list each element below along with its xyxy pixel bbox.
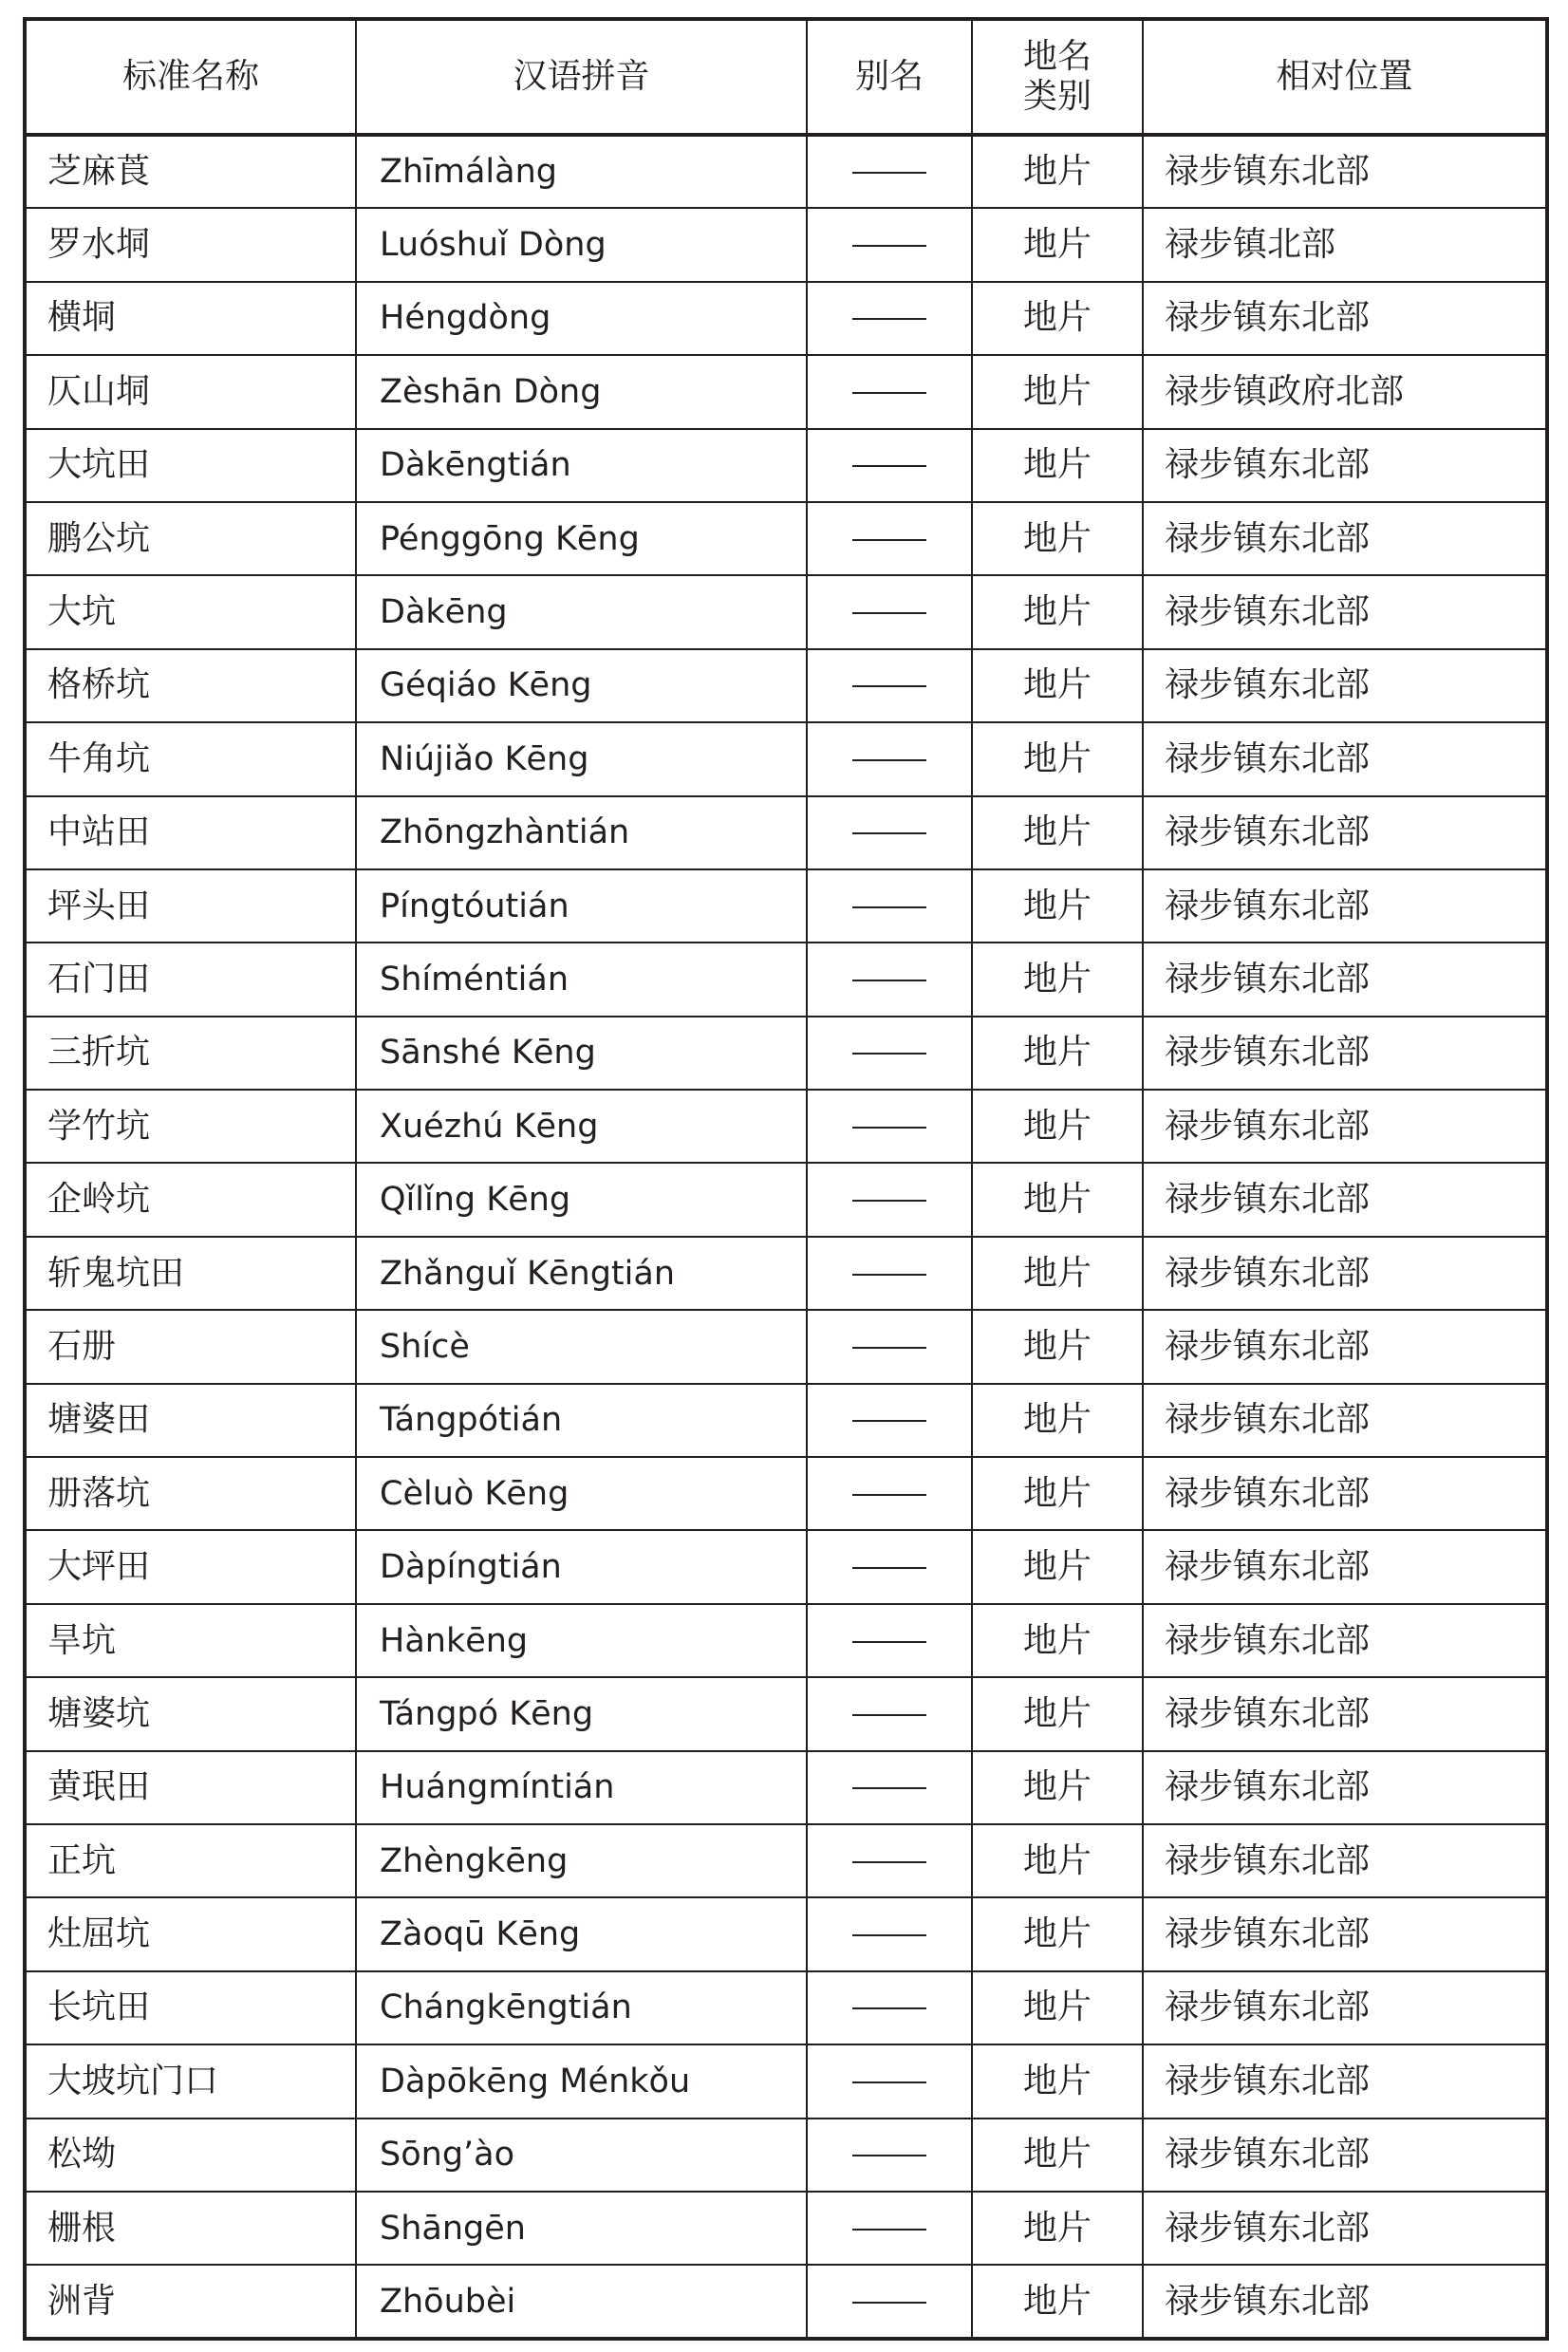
alias-cell (807, 1604, 972, 1677)
location-cell: 禄步镇东北部 (1143, 1384, 1547, 1457)
alias-dash (852, 1200, 926, 1202)
pinyin-cell: Huángmíntián (356, 1751, 807, 1824)
standard-name-cell: 格桥坑 (25, 649, 356, 722)
alias-cell (807, 1163, 972, 1236)
category-cell: 地片 (972, 2044, 1143, 2118)
category-cell: 地片 (972, 2192, 1143, 2265)
alias-dash (852, 612, 926, 614)
table-row (25, 429, 1547, 502)
table-row (25, 2119, 1547, 2192)
alias-cell (807, 355, 972, 428)
table-header (25, 19, 1547, 135)
standard-name-cell: 坪头田 (25, 869, 356, 943)
alias-cell (807, 1530, 972, 1603)
standard-name-cell: 大坪田 (25, 1530, 356, 1603)
alias-cell (807, 1457, 972, 1530)
table-row (25, 1163, 1547, 1236)
pinyin-cell: Shāngēn (356, 2192, 807, 2265)
table-row (25, 2044, 1547, 2118)
table-row (25, 1237, 1547, 1310)
table-row (25, 943, 1547, 1016)
alias-dash (852, 1714, 926, 1716)
standard-name-cell: 三折坑 (25, 1017, 356, 1090)
table-row (25, 1090, 1547, 1163)
category-cell: 地片 (972, 943, 1143, 1016)
alias-cell (807, 575, 972, 648)
pinyin-cell: Shícè (356, 1310, 807, 1383)
category-cell: 地片 (972, 1604, 1143, 1677)
pinyin-cell: Qǐlǐng Kēng (356, 1163, 807, 1236)
location-cell: 禄步镇东北部 (1143, 1824, 1547, 1897)
category-cell: 地片 (972, 1017, 1143, 1090)
standard-name-cell: 石门田 (25, 943, 356, 1016)
category-cell: 地片 (972, 1897, 1143, 1970)
category-cell: 地片 (972, 1530, 1143, 1603)
location-cell: 禄步镇东北部 (1143, 1310, 1547, 1383)
pinyin-cell: Zhèngkēng (356, 1824, 807, 1897)
category-cell: 地片 (972, 1163, 1143, 1236)
pinyin-cell: Zhīmálàng (356, 135, 807, 208)
standard-name-cell: 塘婆田 (25, 1384, 356, 1457)
alias-cell (807, 2044, 972, 2118)
category-cell: 地片 (972, 1971, 1143, 2044)
table-row (25, 1677, 1547, 1750)
category-cell: 地片 (972, 575, 1143, 648)
alias-cell (807, 429, 972, 502)
alias-cell (807, 796, 972, 869)
standard-name-cell: 长坑田 (25, 1971, 356, 2044)
category-cell: 地片 (972, 1457, 1143, 1530)
header-pinyin: 汉语拼音 (356, 19, 807, 135)
pinyin-cell: Sōng’ào (356, 2119, 807, 2192)
pinyin-cell: Dàpōkēng Ménkǒu (356, 2044, 807, 2118)
table-row (25, 355, 1547, 428)
alias-dash (852, 1347, 926, 1349)
alias-dash (852, 172, 926, 174)
location-cell: 禄步镇东北部 (1143, 1530, 1547, 1603)
standard-name-cell: 松坳 (25, 2119, 356, 2192)
alias-cell (807, 1677, 972, 1750)
standard-name-cell: 芝麻莨 (25, 135, 356, 208)
alias-cell (807, 2119, 972, 2192)
category-cell: 地片 (972, 1090, 1143, 1163)
location-cell: 禄步镇东北部 (1143, 722, 1547, 795)
alias-dash (852, 2302, 926, 2304)
alias-dash (852, 539, 926, 541)
category-cell: 地片 (972, 282, 1143, 355)
table-row (25, 208, 1547, 281)
standard-name-cell: 灶屈坑 (25, 1897, 356, 1970)
alias-dash (852, 2155, 926, 2156)
category-cell: 地片 (972, 1751, 1143, 1824)
table-row (25, 282, 1547, 355)
standard-name-cell: 大坑田 (25, 429, 356, 502)
table-row (25, 1530, 1547, 1603)
table-row (25, 1017, 1547, 1090)
location-cell: 禄步镇北部 (1143, 208, 1547, 281)
alias-cell (807, 502, 972, 575)
category-cell: 地片 (972, 1384, 1143, 1457)
pinyin-cell: Chángkēngtián (356, 1971, 807, 2044)
location-cell: 禄步镇东北部 (1143, 135, 1547, 208)
alias-dash (852, 759, 926, 761)
pinyin-cell: Tángpó Kēng (356, 1677, 807, 1750)
standard-name-cell: 仄山垌 (25, 355, 356, 428)
alias-dash (852, 245, 926, 247)
alias-dash (852, 2081, 926, 2083)
category-cell: 地片 (972, 355, 1143, 428)
alias-dash (852, 1127, 926, 1129)
standard-name-cell: 大坑 (25, 575, 356, 648)
table-row (25, 1897, 1547, 1970)
table-row (25, 1457, 1547, 1530)
location-cell: 禄步镇东北部 (1143, 1237, 1547, 1310)
location-cell: 禄步镇东北部 (1143, 1017, 1547, 1090)
alias-cell (807, 722, 972, 795)
alias-cell (807, 649, 972, 722)
alias-dash (852, 1494, 926, 1496)
header-category-line2: 类别 (1022, 77, 1092, 116)
table-row (25, 502, 1547, 575)
table-row (25, 796, 1547, 869)
standard-name-cell: 横垌 (25, 282, 356, 355)
standard-name-cell: 大坡坑门口 (25, 2044, 356, 2118)
table-row (25, 1751, 1547, 1824)
header-category (972, 19, 1143, 135)
standard-name-cell: 册落坑 (25, 1457, 356, 1530)
alias-dash (852, 906, 926, 908)
category-cell: 地片 (972, 2119, 1143, 2192)
alias-dash (852, 980, 926, 981)
alias-cell (807, 1751, 972, 1824)
pinyin-cell: Dàkēngtián (356, 429, 807, 502)
location-cell: 禄步镇东北部 (1143, 1163, 1547, 1236)
alias-dash (852, 1053, 926, 1055)
place-name-table (23, 17, 1549, 2341)
category-cell: 地片 (972, 649, 1143, 722)
standard-name-cell: 罗水垌 (25, 208, 356, 281)
category-cell: 地片 (972, 1237, 1143, 1310)
category-cell: 地片 (972, 429, 1143, 502)
pinyin-cell: Pénggōng Kēng (356, 502, 807, 575)
table-row (25, 1604, 1547, 1677)
location-cell: 禄步镇东北部 (1143, 1971, 1547, 2044)
alias-cell (807, 869, 972, 943)
table-row (25, 649, 1547, 722)
location-cell: 禄步镇东北部 (1143, 1897, 1547, 1970)
alias-dash (852, 1787, 926, 1789)
pinyin-cell: Dàpíngtián (356, 1530, 807, 1603)
alias-cell (807, 1897, 972, 1970)
location-cell: 禄步镇东北部 (1143, 429, 1547, 502)
alias-dash (852, 392, 926, 394)
header-standard-name: 标准名称 (25, 19, 356, 135)
standard-name-cell: 栅根 (25, 2192, 356, 2265)
location-cell: 禄步镇政府北部 (1143, 355, 1547, 428)
standard-name-cell: 黄珉田 (25, 1751, 356, 1824)
alias-cell (807, 1971, 972, 2044)
alias-dash (852, 685, 926, 687)
alias-cell (807, 943, 972, 1016)
table-row (25, 2192, 1547, 2265)
pinyin-cell: Zèshān Dòng (356, 355, 807, 428)
pinyin-cell: Niújiǎo Kēng (356, 722, 807, 795)
pinyin-cell: Zàoqū Kēng (356, 1897, 807, 1970)
alias-cell (807, 1824, 972, 1897)
standard-name-cell: 中站田 (25, 796, 356, 869)
location-cell: 禄步镇东北部 (1143, 2192, 1547, 2265)
alias-dash (852, 1641, 926, 1643)
standard-name-cell: 正坑 (25, 1824, 356, 1897)
pinyin-cell: Píngtóutián (356, 869, 807, 943)
category-cell: 地片 (972, 502, 1143, 575)
table-row (25, 2265, 1547, 2338)
category-cell: 地片 (972, 1824, 1143, 1897)
location-cell: 禄步镇东北部 (1143, 1457, 1547, 1530)
header-category-line1: 地名 (1022, 37, 1092, 76)
alias-dash (852, 2229, 926, 2231)
category-cell: 地片 (972, 1677, 1143, 1750)
alias-dash (852, 1861, 926, 1863)
location-cell: 禄步镇东北部 (1143, 1604, 1547, 1677)
location-cell: 禄步镇东北部 (1143, 2119, 1547, 2192)
alias-dash (852, 465, 926, 467)
pinyin-cell: Sānshé Kēng (356, 1017, 807, 1090)
alias-dash (852, 318, 926, 320)
alias-cell (807, 282, 972, 355)
alias-cell (807, 1310, 972, 1383)
location-cell: 禄步镇东北部 (1143, 649, 1547, 722)
alias-cell (807, 2192, 972, 2265)
header-location: 相对位置 (1143, 19, 1547, 135)
category-cell: 地片 (972, 135, 1143, 208)
pinyin-cell: Tángpótián (356, 1384, 807, 1457)
alias-dash (852, 1420, 926, 1422)
standard-name-cell: 石册 (25, 1310, 356, 1383)
alias-dash (852, 832, 926, 834)
table-row (25, 1824, 1547, 1897)
alias-dash (852, 2007, 926, 2009)
standard-name-cell: 学竹坑 (25, 1090, 356, 1163)
category-cell: 地片 (972, 869, 1143, 943)
category-cell: 地片 (972, 796, 1143, 869)
pinyin-cell: Zhǎnguǐ Kēngtián (356, 1237, 807, 1310)
table-body (25, 135, 1547, 2339)
alias-cell (807, 1017, 972, 1090)
alias-cell (807, 1384, 972, 1457)
location-cell: 禄步镇东北部 (1143, 282, 1547, 355)
pinyin-cell: Zhōngzhàntián (356, 796, 807, 869)
category-cell: 地片 (972, 1310, 1143, 1383)
pinyin-cell: Luóshuǐ Dòng (356, 208, 807, 281)
location-cell: 禄步镇东北部 (1143, 1751, 1547, 1824)
location-cell: 禄步镇东北部 (1143, 869, 1547, 943)
location-cell: 禄步镇东北部 (1143, 2044, 1547, 2118)
standard-name-cell: 洲背 (25, 2265, 356, 2338)
location-cell: 禄步镇东北部 (1143, 1677, 1547, 1750)
location-cell: 禄步镇东北部 (1143, 1090, 1547, 1163)
standard-name-cell: 旱坑 (25, 1604, 356, 1677)
table-row (25, 869, 1547, 943)
header-row (25, 19, 1547, 135)
category-cell: 地片 (972, 722, 1143, 795)
pinyin-cell: Dàkēng (356, 575, 807, 648)
table-row (25, 135, 1547, 208)
alias-cell (807, 2265, 972, 2338)
standard-name-cell: 塘婆坑 (25, 1677, 356, 1750)
table-row (25, 575, 1547, 648)
alias-cell (807, 208, 972, 281)
pinyin-cell: Cèluò Kēng (356, 1457, 807, 1530)
standard-name-cell: 斩鬼坑田 (25, 1237, 356, 1310)
location-cell: 禄步镇东北部 (1143, 943, 1547, 1016)
header-alias: 别名 (807, 19, 972, 135)
table-row (25, 722, 1547, 795)
alias-cell (807, 1090, 972, 1163)
table-row (25, 1310, 1547, 1383)
table-row (25, 1384, 1547, 1457)
location-cell: 禄步镇东北部 (1143, 2265, 1547, 2338)
pinyin-cell: Shíméntián (356, 943, 807, 1016)
category-cell: 地片 (972, 2265, 1143, 2338)
standard-name-cell: 鹏公坑 (25, 502, 356, 575)
alias-cell (807, 1237, 972, 1310)
location-cell: 禄步镇东北部 (1143, 575, 1547, 648)
pinyin-cell: Zhōubèi (356, 2265, 807, 2338)
standard-name-cell: 企岭坑 (25, 1163, 356, 1236)
pinyin-cell: Héngdòng (356, 282, 807, 355)
pinyin-cell: Géqiáo Kēng (356, 649, 807, 722)
pinyin-cell: Hànkēng (356, 1604, 807, 1677)
category-cell: 地片 (972, 208, 1143, 281)
pinyin-cell: Xuézhú Kēng (356, 1090, 807, 1163)
alias-cell (807, 135, 972, 208)
alias-dash (852, 1274, 926, 1276)
location-cell: 禄步镇东北部 (1143, 796, 1547, 869)
table-row (25, 1971, 1547, 2044)
standard-name-cell: 牛角坑 (25, 722, 356, 795)
alias-dash (852, 1567, 926, 1569)
alias-dash (852, 1934, 926, 1936)
location-cell: 禄步镇东北部 (1143, 502, 1547, 575)
